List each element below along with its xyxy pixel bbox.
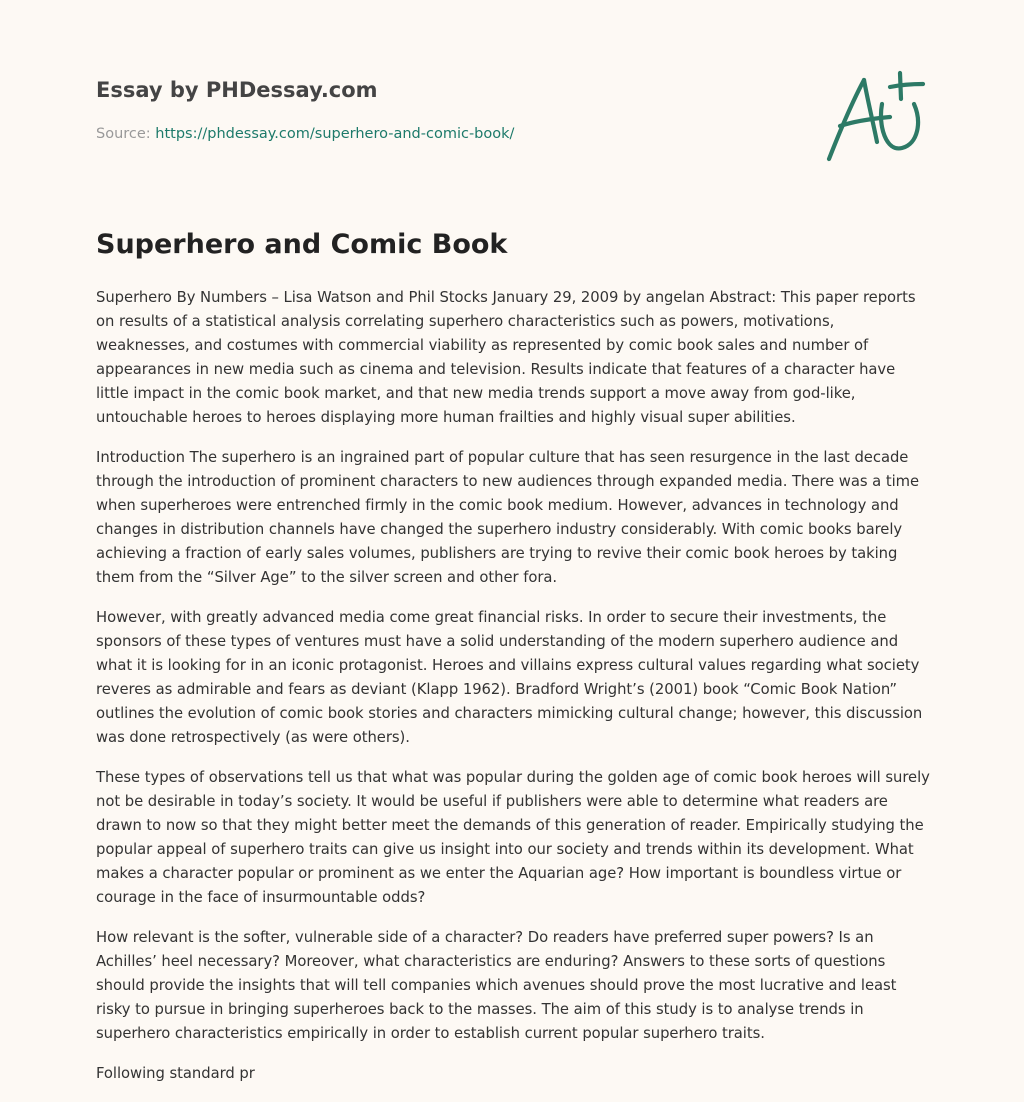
source-line bbox=[96, 124, 856, 144]
brand-title: Essay by PHDessay.com bbox=[96, 78, 378, 102]
paragraph: These types of observations tell us that what was popular during the golden age of comic book heroes will surely not be desirable in today’s society. It would be useful if publishers were able to determine what readers are drawn to now so that they might better meet the demands of this generation of reader. Empirically studying the popular appeal of superhero traits can give us insight into our society and trends within its development. What makes a character popular or prominent as we enter the Aquarian age? How important is boundless virtue or courage in the face of insurmountable odds? bbox=[96, 769, 930, 906]
article-title: Superhero and Comic Book bbox=[96, 229, 508, 260]
source-label: Source: bbox=[96, 126, 151, 142]
paragraph: However, with greatly advanced media come great financial risks. In order to secure their investments, the sponsors of these types of ventures must have a solid understanding of the modern superhero audience and what it is looking for in an iconic protagonist. Heroes and villains express cultural values regarding what society reveres as admirable and fears as deviant (Klapp 1962). Bradford Wright’s (2001) book “Comic Book Nation” outlines the evolution of comic book stories and characters mimicking cultural change; however, this discussion was done retrospectively (as were others). bbox=[96, 609, 923, 746]
paragraph: Superhero By Numbers – Lisa Watson and Phil Stocks January 29, 2009 by angelan Abstract: This paper reports on results of a statistical analysis correlating superhero characteristics such as powers, motivations, weaknesses, and costumes with commercial viability as represented by comic book sales and number of appearances in new media such as cinema and television. Results indicate that features of a character have little impact in the comic book market, and that new media trends support a move away from god-like, untouchable heroes to heroes displaying more human frailties and highly visual super abilities. bbox=[96, 289, 916, 426]
source-link[interactable]: https://phdessay.com/superhero-and-comic-book/ bbox=[155, 126, 515, 142]
a-plus-logo-icon bbox=[820, 66, 930, 166]
page-header bbox=[96, 76, 856, 144]
paragraph: Following standard pr bbox=[96, 1065, 255, 1082]
paragraph: How relevant is the softer, vulnerable side of a character? Do readers have preferred super powers? Is an Achilles’ heel necessary? Moreover, what characteristics are enduring? Answers to these sorts of questions should provide the insights that will tell companies which avenues should prove the most lucrative and least risky to pursue in bringing superheroes back to the masses. The aim of this study is to analyse trends in superhero characteristics empirically in order to establish current popular superhero traits. bbox=[96, 929, 897, 1042]
article bbox=[96, 226, 932, 1102]
paragraph: Introduction The superhero is an ingrained part of popular culture that has seen resurgence in the last decade through the introduction of prominent characters to new audiences through expanded media. There was a time when superheroes were entrenched firmly in the comic book medium. However, advances in technology and changes in distribution channels have changed the superhero industry considerably. With comic books barely achieving a fraction of early sales volumes, publishers are trying to revive their comic book heroes by taking them from the “Silver Age” to the silver screen and other fora. bbox=[96, 449, 920, 586]
